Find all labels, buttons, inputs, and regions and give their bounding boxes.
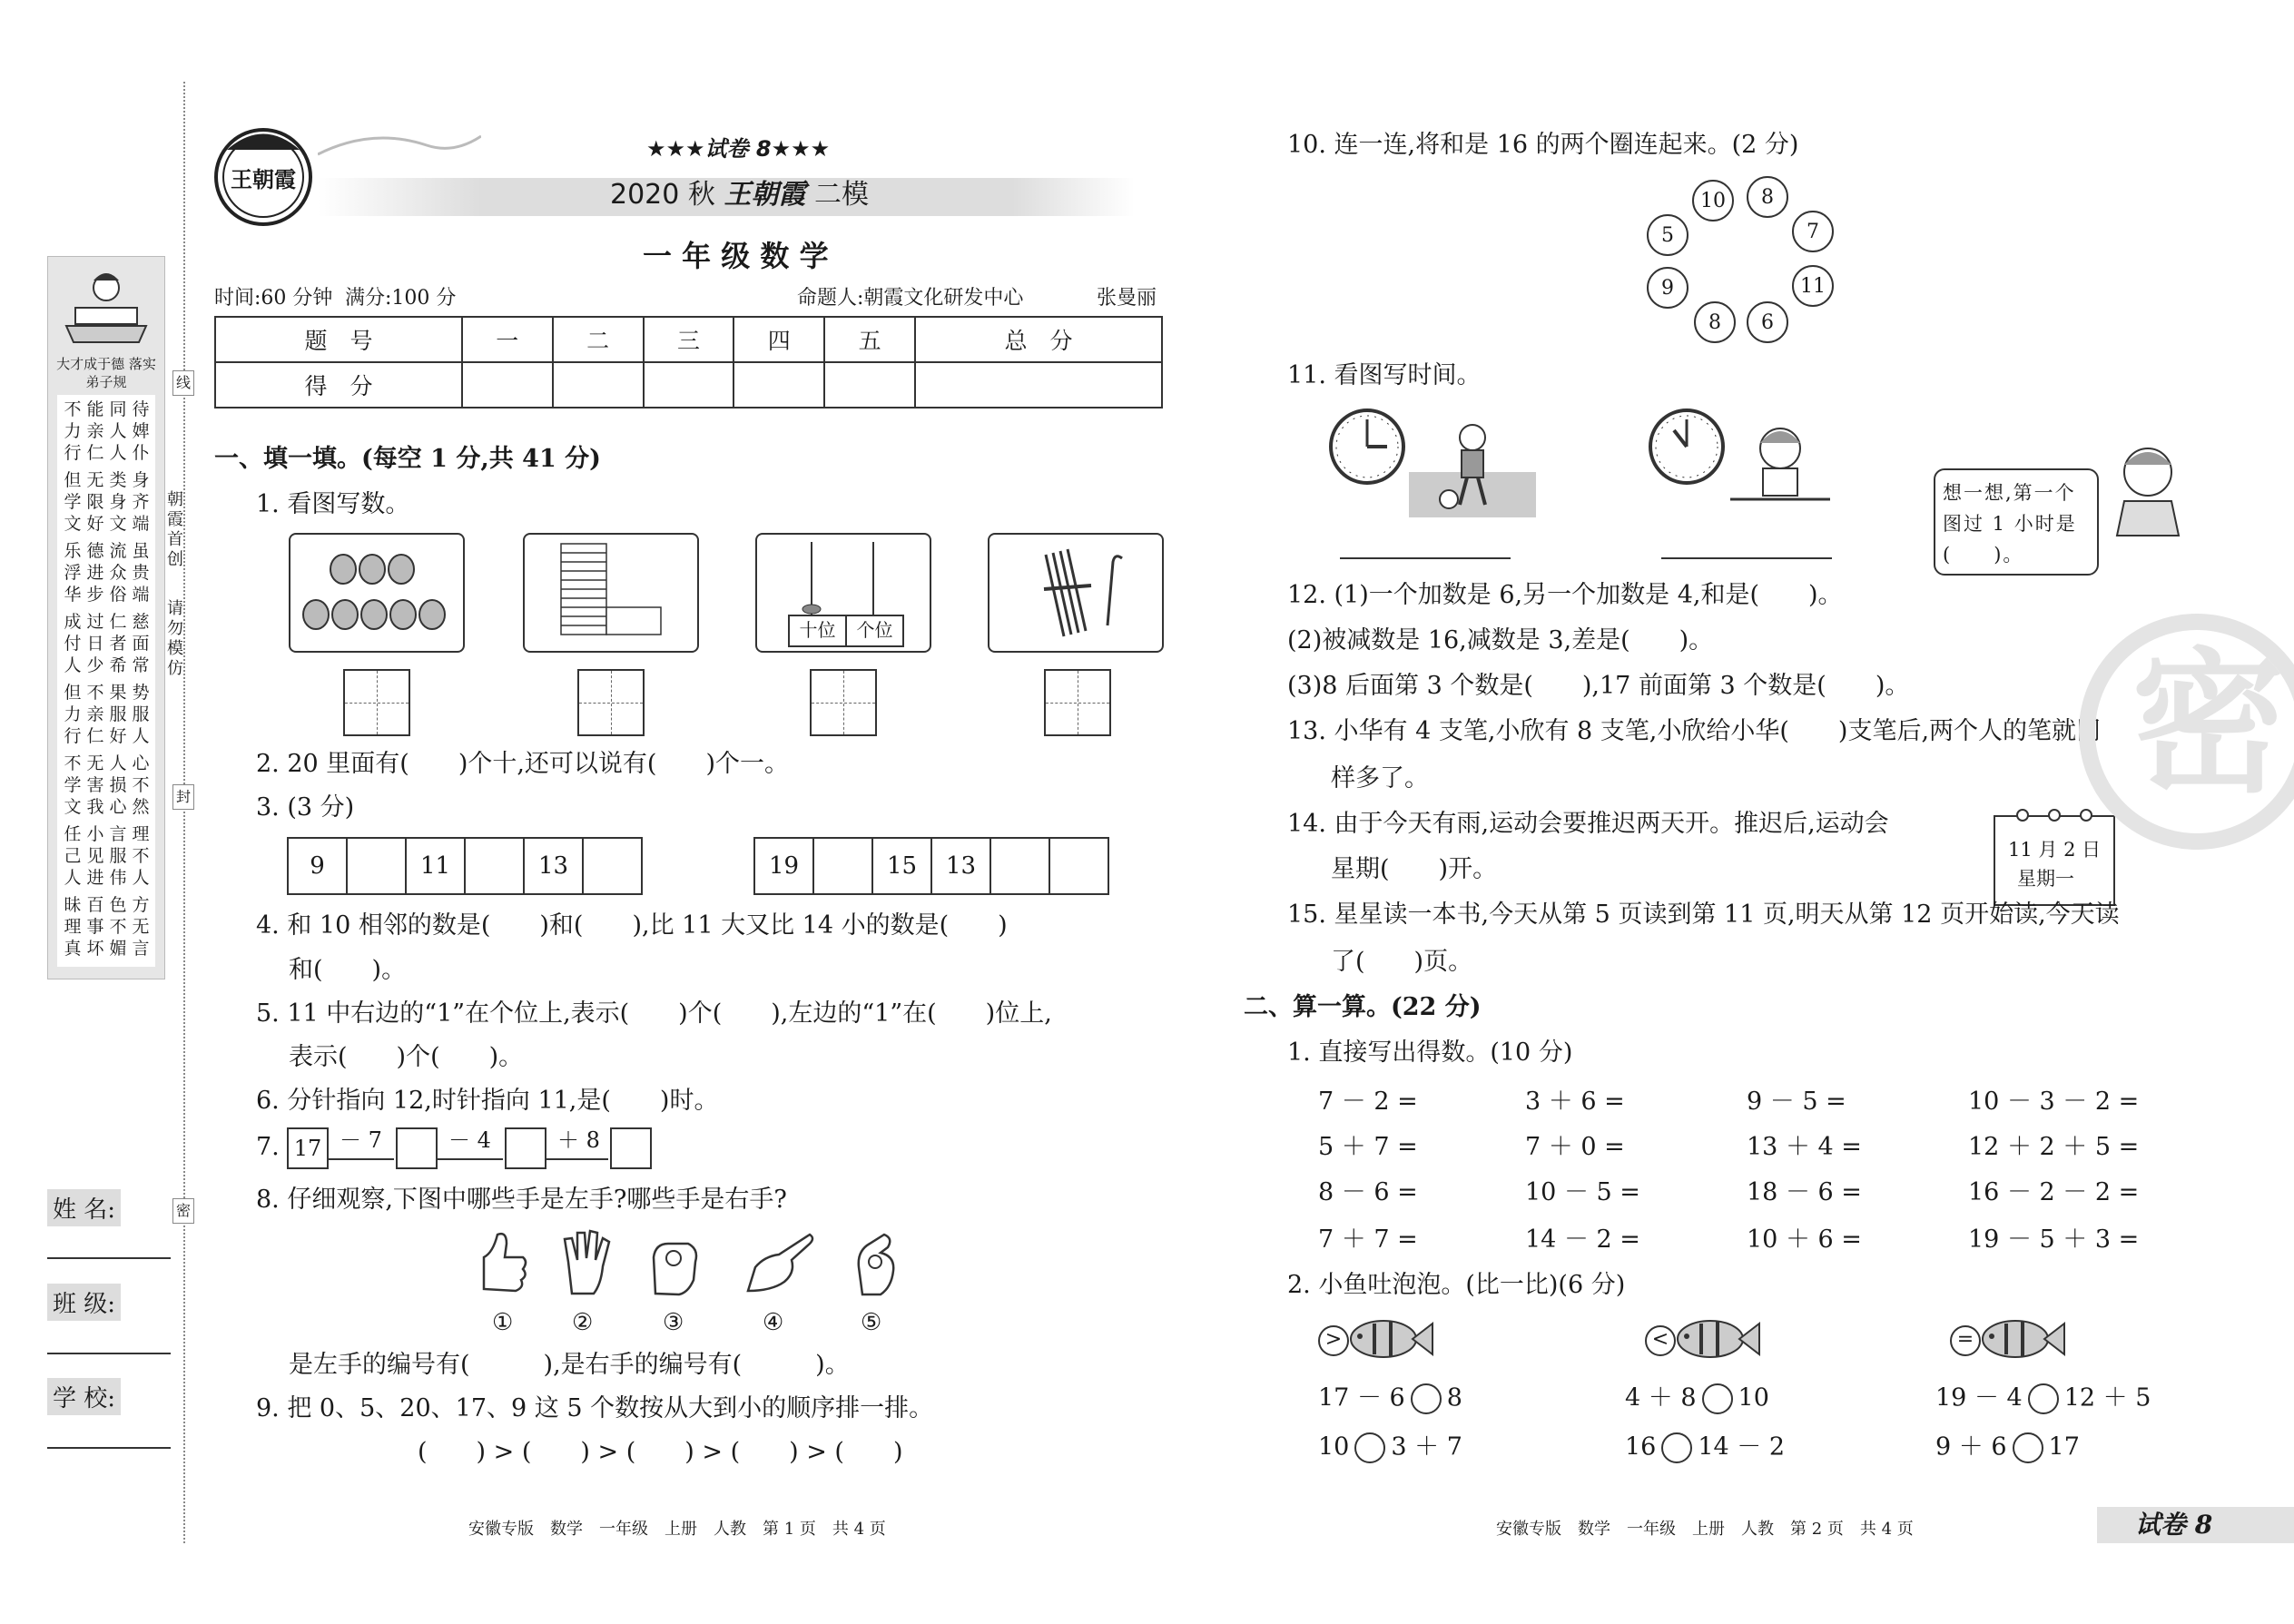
q7-operator-2: － 4 xyxy=(448,1127,491,1153)
q7-arrow xyxy=(546,1158,608,1160)
q7-operator-3: ＋ 8 xyxy=(557,1127,600,1153)
q13-text-line1: 13. 小华有 4 支笔,小欣有 8 支笔,小欣给小华( )支笔后,两个人的笔就同 xyxy=(1287,717,2102,745)
compare-item xyxy=(1935,1383,2151,1414)
fish-icon xyxy=(1347,1316,1434,1362)
sidebar-motto-column: 同人人 xyxy=(109,399,127,463)
q14-text-line2: 星期( )开。 xyxy=(1331,855,1498,883)
compare-item xyxy=(1318,1383,1462,1414)
q10-circle[interactable]: 5 xyxy=(1647,214,1689,256)
s2q1-text: 1. 直接写出得数。(10 分) xyxy=(1287,1038,1573,1067)
thinking-boy-icon xyxy=(2108,438,2190,537)
calc-item: 12 ＋ 2 ＋ 5 = xyxy=(1968,1133,2140,1161)
sequence-cell[interactable] xyxy=(991,839,1050,893)
sidebar-motto-column: 心不然 xyxy=(132,753,150,817)
q7-answer-box[interactable] xyxy=(610,1127,652,1169)
hand-number: ③ xyxy=(663,1309,684,1336)
sidebar-motto-column: 但力行 xyxy=(64,683,82,746)
ribbon-decoration-icon xyxy=(318,118,481,172)
q7-arrow xyxy=(438,1158,503,1160)
abacus-base xyxy=(788,615,904,647)
vertical-side-text-2: 请勿模仿 xyxy=(167,599,183,678)
bundle-sticks-icon xyxy=(989,535,1162,651)
exam-title-brand: 王朝霞 xyxy=(724,179,806,211)
sidebar-motto-column: 无限好 xyxy=(86,470,104,534)
sidebar-motto-column: 成付人 xyxy=(64,612,82,675)
fish-icon xyxy=(1674,1316,1761,1362)
q7-start-box: 17 xyxy=(287,1127,329,1169)
subject-title: 一 年 级 数 学 xyxy=(643,239,829,273)
compare-answer-circle[interactable] xyxy=(1702,1383,1733,1414)
q10-circle[interactable]: 7 xyxy=(1792,211,1834,252)
score-cell[interactable] xyxy=(462,362,553,408)
sidebar-motto-column: 小见进 xyxy=(86,824,104,888)
sidebar-motto-column: 虽贵端 xyxy=(132,541,150,605)
calendar-weekday: 星期一 xyxy=(2017,868,2074,890)
calc-item: 7 － 2 = xyxy=(1318,1088,1418,1116)
sequence-cell[interactable] xyxy=(814,839,873,893)
sequence-cell[interactable] xyxy=(584,839,641,893)
sidebar-motto-column: 色不媚 xyxy=(109,895,127,959)
footer-tag: 试卷 8 xyxy=(2135,1510,2213,1540)
q12-1-text: 12. (1)一个加数是 6,另一个加数是 4,和是( )。 xyxy=(1287,581,1843,609)
compare-left: 4 ＋ 8 xyxy=(1625,1383,1697,1412)
q15-text-line1: 15. 星星读一本书,今天从第 5 页读到第 11 页,明天从第 12 页开始读,今天读 xyxy=(1287,901,2120,929)
sidebar-motto-column: 方无言 xyxy=(132,895,150,959)
score-table-header: 五 xyxy=(824,317,915,362)
sidebar-motto-column: 不亲仁 xyxy=(86,683,104,746)
q10-circle[interactable]: 10 xyxy=(1692,180,1734,221)
compare-item xyxy=(1625,1383,1769,1414)
score-table-header: 题 号 xyxy=(215,317,462,362)
calc-item: 10 － 5 = xyxy=(1525,1178,1640,1206)
calc-item: 10 ＋ 6 = xyxy=(1747,1225,1862,1254)
school-field[interactable] xyxy=(47,1447,171,1449)
score-table xyxy=(214,316,1163,408)
hand-thumb-icon xyxy=(470,1225,534,1298)
sequence-cell: 13 xyxy=(932,839,991,893)
compare-left: 9 ＋ 6 xyxy=(1935,1432,2007,1462)
name-label: 姓 名: xyxy=(47,1189,121,1226)
compare-answer-circle[interactable] xyxy=(2028,1383,2059,1414)
compare-answer-circle[interactable] xyxy=(1661,1432,1692,1463)
exam-time: 时间:60 分钟 xyxy=(214,287,333,310)
q7-answer-box[interactable] xyxy=(396,1127,438,1169)
q7-operator-1: － 7 xyxy=(340,1127,382,1153)
compare-answer-circle[interactable] xyxy=(1411,1383,1442,1414)
boy-soccer-icon xyxy=(1409,418,1536,517)
sequence-cell[interactable] xyxy=(348,839,407,893)
footer-right: 安徽专版 数学 一年级 上册 人教 第 2 页 共 4 页 xyxy=(1496,1520,1914,1539)
q13-text-line2: 样多了。 xyxy=(1331,764,1429,792)
hand-number: ② xyxy=(572,1309,594,1336)
q5-text-line1: 5. 11 中右边的“1”在个位上,表示( )个( ),左边的“1”在( )位上, xyxy=(256,999,1052,1028)
score-cell[interactable] xyxy=(644,362,734,408)
q2-text: 2. 20 里面有( )个十,还可以说有( )个一。 xyxy=(256,750,789,778)
sidebar-motto-column: 不力行 xyxy=(64,399,82,463)
ten-rods-icon xyxy=(525,535,697,651)
sidebar-columns xyxy=(57,395,155,967)
exam-title xyxy=(610,179,869,211)
q6-text: 6. 分针指向 12,时针指向 11,是( )时。 xyxy=(256,1087,719,1115)
sidebar-motto-column: 德进步 xyxy=(86,541,104,605)
hand-number: ④ xyxy=(763,1309,784,1336)
exam-title-suffix: 二模 xyxy=(813,179,869,211)
q1-answer-box[interactable] xyxy=(577,669,645,736)
calc-item: 18 － 6 = xyxy=(1747,1178,1862,1206)
name-field[interactable] xyxy=(47,1257,171,1259)
q11-text: 11. 看图写时间。 xyxy=(1287,361,1482,389)
calc-item: 3 ＋ 6 = xyxy=(1525,1088,1625,1116)
score-table-header: 二 xyxy=(553,317,644,362)
seal-line: 线 xyxy=(172,370,194,396)
q9-text: 9. 把 0、5、20、17、9 这 5 个数按从大到小的顺序排一排。 xyxy=(256,1394,934,1422)
calc-item: 8 － 6 = xyxy=(1318,1178,1418,1206)
sidebar-motto-column: 身齐端 xyxy=(132,470,150,534)
sidebar-motto-column: 慈面常 xyxy=(132,612,150,675)
watermark-glyph: 密 xyxy=(2132,633,2287,814)
score-cell[interactable] xyxy=(733,362,824,408)
calc-item: 10 － 3 － 2 = xyxy=(1968,1088,2140,1116)
q9-blanks: ( ) > ( ) > ( ) > ( ) > ( ) xyxy=(418,1438,903,1466)
vertical-side-text-1: 朝霞首创 xyxy=(167,490,183,569)
sidebar-motto-column: 果服好 xyxy=(109,683,127,746)
q10-text: 10. 连一连,将和是 16 的两个圈连起来。(2 分) xyxy=(1287,131,1799,159)
calendar-rings-icon xyxy=(1995,806,2113,824)
q3-text: 3. (3 分) xyxy=(256,793,355,822)
compare-right: 14 － 2 xyxy=(1698,1432,1786,1462)
compare-item xyxy=(1935,1432,2080,1463)
clock-icon xyxy=(1647,407,1727,487)
seal-seal: 封 xyxy=(172,784,194,810)
abacus-ones-label: 个位 xyxy=(856,619,893,641)
sidebar-motto-column: 势服人 xyxy=(132,683,150,746)
abacus-tens-label: 十位 xyxy=(790,616,847,645)
fish-sign-bubble: < xyxy=(1645,1325,1676,1356)
sidebar-motto-column: 乐浮华 xyxy=(64,541,82,605)
q8-text: 8. 仔细观察,下图中哪些手是左手?哪些手是右手? xyxy=(256,1186,787,1214)
score-cell[interactable] xyxy=(824,362,915,408)
q10-circle[interactable]: 9 xyxy=(1647,267,1689,309)
score-table-header: 一 xyxy=(462,317,553,362)
q1-sticks-picture xyxy=(988,533,1164,653)
hand-number: ① xyxy=(492,1309,514,1336)
compare-item xyxy=(1625,1432,1785,1463)
sequence-cell: 19 xyxy=(755,839,814,893)
sequence-cell: 11 xyxy=(407,839,466,893)
footer-left: 安徽专版 数学 一年级 上册 人教 第 1 页 共 4 页 xyxy=(468,1520,886,1539)
hand-pointing-icon xyxy=(743,1225,815,1298)
boy-desk-icon xyxy=(1730,418,1830,517)
compare-right: 3 ＋ 7 xyxy=(1391,1432,1462,1462)
hand-ok-icon xyxy=(844,1225,908,1298)
q11-think-bubble xyxy=(1934,468,2099,576)
clock-icon xyxy=(1327,407,1407,487)
q7-answer-box[interactable] xyxy=(505,1127,546,1169)
q14-text-line1: 14. 由于今天有雨,运动会要推迟两天开。推迟后,运动会 xyxy=(1287,810,1889,838)
sequence-cell[interactable] xyxy=(466,839,525,893)
compare-right: 8 xyxy=(1446,1383,1462,1412)
sidebar-motto-column: 流众俗 xyxy=(109,541,127,605)
q10-circle[interactable]: 6 xyxy=(1747,301,1788,343)
q1-text: 1. 看图写数。 xyxy=(256,490,410,518)
score-cell[interactable] xyxy=(553,362,644,408)
calc-item: 7 ＋ 0 = xyxy=(1525,1133,1625,1161)
compare-answer-circle[interactable] xyxy=(2013,1432,2043,1463)
class-label: 班 级: xyxy=(47,1284,121,1321)
calc-item: 5 ＋ 7 = xyxy=(1318,1133,1418,1161)
compare-left: 17 － 6 xyxy=(1318,1383,1405,1412)
binding-line xyxy=(183,82,185,1543)
compare-right: 17 xyxy=(2048,1432,2080,1462)
q1-answer-box[interactable] xyxy=(1044,669,1111,736)
q7-arrow xyxy=(329,1158,394,1160)
q4-text-line1: 4. 和 10 相邻的数是( )和( ),比 11 大又比 14 小的数是( ) xyxy=(256,911,1008,940)
q7-label: 7. xyxy=(256,1133,280,1161)
sidebar-motto-column: 无害我 xyxy=(86,753,104,817)
calc-item: 14 － 2 = xyxy=(1525,1225,1640,1254)
q10-circle[interactable]: 8 xyxy=(1747,176,1788,218)
compare-left: 10 xyxy=(1318,1432,1350,1462)
sidebar-motto-column: 百事坏 xyxy=(86,895,104,959)
school-label: 学 校: xyxy=(47,1378,121,1415)
q3-sequence-1 xyxy=(287,837,643,895)
section2-title: 二、算一算。(22 分) xyxy=(1244,993,1482,1021)
q10-circle[interactable]: 8 xyxy=(1694,301,1736,343)
q11-answer-line[interactable] xyxy=(1340,557,1511,559)
calendar-date: 11 月 2 日 xyxy=(2008,839,2102,861)
seal-secret: 密 xyxy=(172,1198,194,1224)
fish-icon xyxy=(1979,1316,2066,1362)
q12-3-text: (3)8 后面第 3 个数是( ),17 前面第 3 个数是( )。 xyxy=(1287,672,1910,700)
q5-text-line2: 表示( )个( )。 xyxy=(289,1043,524,1071)
sidebar-motto-panel xyxy=(47,256,165,979)
exam-author-name: 张曼丽 xyxy=(1097,287,1157,310)
sidebar-motto-column: 类身文 xyxy=(109,470,127,534)
sidebar-motto-column: 理不人 xyxy=(132,824,150,888)
compare-left: 19 － 4 xyxy=(1935,1383,2023,1412)
sidebar-motto-column: 不学文 xyxy=(64,753,82,817)
q12-2-text: (2)被减数是 16,减数是 3,差是( )。 xyxy=(1287,626,1714,655)
fish-sign-bubble: > xyxy=(1318,1325,1349,1356)
s2q2-text: 2. 小鱼吐泡泡。(比一比)(6 分) xyxy=(1287,1271,1626,1299)
strawberry-icon xyxy=(290,535,463,651)
calc-item: 19 － 5 ＋ 3 = xyxy=(1968,1225,2140,1254)
compare-right: 10 xyxy=(1738,1383,1769,1412)
compare-right: 12 ＋ 5 xyxy=(2063,1383,2151,1412)
brand-logo-text: 王朝霞 xyxy=(231,166,296,192)
sidebar-motto-column: 任己人 xyxy=(64,824,82,888)
score-table-header-row xyxy=(215,317,1162,362)
hand-fist-icon xyxy=(643,1225,706,1298)
q8-answer-text: 是左手的编号有( ),是右手的编号有( )。 xyxy=(289,1351,850,1379)
hand-open-icon xyxy=(556,1225,619,1298)
calc-item: 7 ＋ 7 = xyxy=(1318,1225,1418,1254)
sequence-cell: 9 xyxy=(289,839,348,893)
score-row-label: 得 分 xyxy=(215,362,462,408)
exam-full-score: 满分:100 分 xyxy=(345,287,457,310)
class-field[interactable] xyxy=(47,1353,171,1354)
compare-left: 16 xyxy=(1625,1432,1657,1462)
calc-item: 16 － 2 － 2 = xyxy=(1968,1178,2140,1206)
q15-text-line2: 了( )页。 xyxy=(1331,948,1473,976)
calc-item: 13 ＋ 4 = xyxy=(1747,1133,1862,1161)
q1-abacus-picture xyxy=(755,533,931,653)
q1-blocks-picture xyxy=(523,533,699,653)
compare-answer-circle[interactable] xyxy=(1354,1432,1385,1463)
sidebar-motto-column: 仁者希 xyxy=(109,612,127,675)
sidebar-motto-column: 待婢仆 xyxy=(132,399,150,463)
score-table-header: 三 xyxy=(644,317,734,362)
q1-strawberries-picture xyxy=(289,533,465,653)
calc-item: 9 － 5 = xyxy=(1747,1088,1846,1116)
sidebar-motto-column: 昧理真 xyxy=(64,895,82,959)
q3-sequence-2 xyxy=(753,837,1109,895)
score-table-score-row xyxy=(215,362,1162,408)
q1-answer-box[interactable] xyxy=(810,669,877,736)
score-cell[interactable] xyxy=(915,362,1162,408)
sequence-cell: 13 xyxy=(525,839,584,893)
sidebar-motto-column: 言服伟 xyxy=(109,824,127,888)
section1-title: 一、填一填。(每空 1 分,共 41 分) xyxy=(214,445,601,473)
q1-answer-box[interactable] xyxy=(343,669,410,736)
sidebar-motto-column: 但学文 xyxy=(64,470,82,534)
score-table-header: 总 分 xyxy=(915,317,1162,362)
scholar-illustration-icon xyxy=(48,262,164,353)
score-table-header: 四 xyxy=(733,317,824,362)
q11-think-text: 想一想,第一个图过 1 小时是( )。 xyxy=(1943,482,2077,566)
sequence-cell[interactable] xyxy=(1050,839,1108,893)
hand-number: ⑤ xyxy=(861,1309,882,1336)
sidebar-motto: 大才成于德 落实弟子规 xyxy=(56,356,156,390)
fish-sign-bubble: = xyxy=(1950,1325,1981,1356)
exam-author: 命题人:朝霞文化研发中心 xyxy=(797,287,1024,310)
sidebar-motto-column: 能亲仁 xyxy=(86,399,104,463)
q4-text-line2: 和( )。 xyxy=(289,956,407,984)
q11-answer-line[interactable] xyxy=(1661,557,1832,559)
sidebar-motto-column: 人损心 xyxy=(109,753,127,817)
calendar-card xyxy=(1994,815,2115,906)
q10-circle[interactable]: 11 xyxy=(1792,265,1834,307)
sequence-cell: 15 xyxy=(873,839,932,893)
compare-item xyxy=(1318,1432,1462,1463)
series-badge: ★★★试卷 8★★★ xyxy=(646,136,831,162)
sidebar-motto-column: 过日少 xyxy=(86,612,104,675)
exam-title-term: 2020 秋 xyxy=(610,179,715,211)
